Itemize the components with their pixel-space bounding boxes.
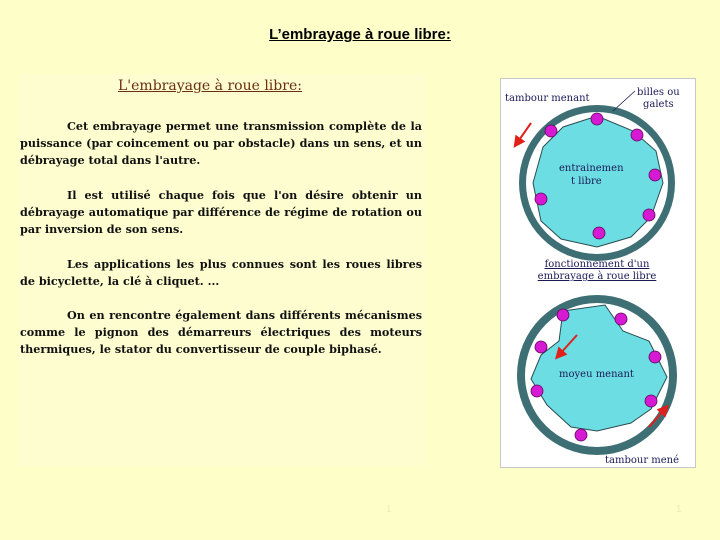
roller bbox=[531, 385, 543, 397]
paragraph-2: Il est utilisé chaque fois que l'on désire obtenir un débrayage automatique par différence de régime de rotation ou par inversion de son sens. bbox=[20, 188, 422, 236]
leader-line bbox=[613, 91, 635, 111]
roller bbox=[557, 309, 569, 321]
roller bbox=[575, 429, 587, 441]
slide-number: 1 bbox=[676, 504, 682, 515]
caption-line1: fonctionnement d'un bbox=[544, 259, 650, 270]
roller bbox=[615, 313, 627, 325]
paragraph-1: Cet embrayage permet une transmission complète de la puissance (par coincement ou par obstacle) dans un sens, et un débrayage total dans l'autre. bbox=[20, 119, 422, 167]
slide-title: L’embrayage à roue libre: bbox=[269, 26, 451, 43]
label-entrainement-line1: entrainemen bbox=[559, 163, 624, 174]
freewheel-diagram bbox=[501, 79, 695, 467]
top-freewheel-diagram bbox=[505, 87, 680, 261]
roller bbox=[631, 129, 643, 141]
roller bbox=[649, 351, 661, 363]
caption-line2: embrayage à roue libre bbox=[537, 271, 657, 282]
roller bbox=[643, 209, 655, 221]
label-entrainement-line2: t libre bbox=[571, 176, 602, 187]
roller bbox=[649, 169, 661, 181]
roller bbox=[591, 113, 603, 125]
label-billes-line2: galets bbox=[643, 99, 674, 110]
scan-heading: L'embrayage à roue libre: bbox=[118, 78, 302, 94]
roller bbox=[535, 341, 547, 353]
paragraph-3: Les applications les plus connues sont les roues libres de bicyclette, la clé à cliquet. ... bbox=[20, 257, 422, 288]
roller bbox=[545, 125, 557, 137]
roller bbox=[593, 227, 605, 239]
slide-footer-left: 1 bbox=[386, 504, 392, 515]
bottom-freewheel-diagram bbox=[517, 295, 679, 466]
freewheel-diagram-panel bbox=[500, 78, 696, 468]
roller bbox=[535, 193, 547, 205]
label-moyeu-menant: moyeu menant bbox=[559, 369, 634, 380]
label-billes-line1: billes ou bbox=[637, 87, 680, 98]
scanned-text-panel bbox=[18, 74, 426, 466]
rotation-arrow bbox=[517, 123, 531, 143]
label-tambour-mene: tambour mené bbox=[605, 455, 680, 466]
label-tambour-menant: tambour menant bbox=[505, 93, 590, 104]
roller bbox=[645, 395, 657, 407]
paragraph-4: On en rencontre également dans différents mécanismes comme le pignon des démarreurs électriques des moteurs thermiques, le stator du convertisseur de couple biphasé. bbox=[20, 308, 422, 356]
